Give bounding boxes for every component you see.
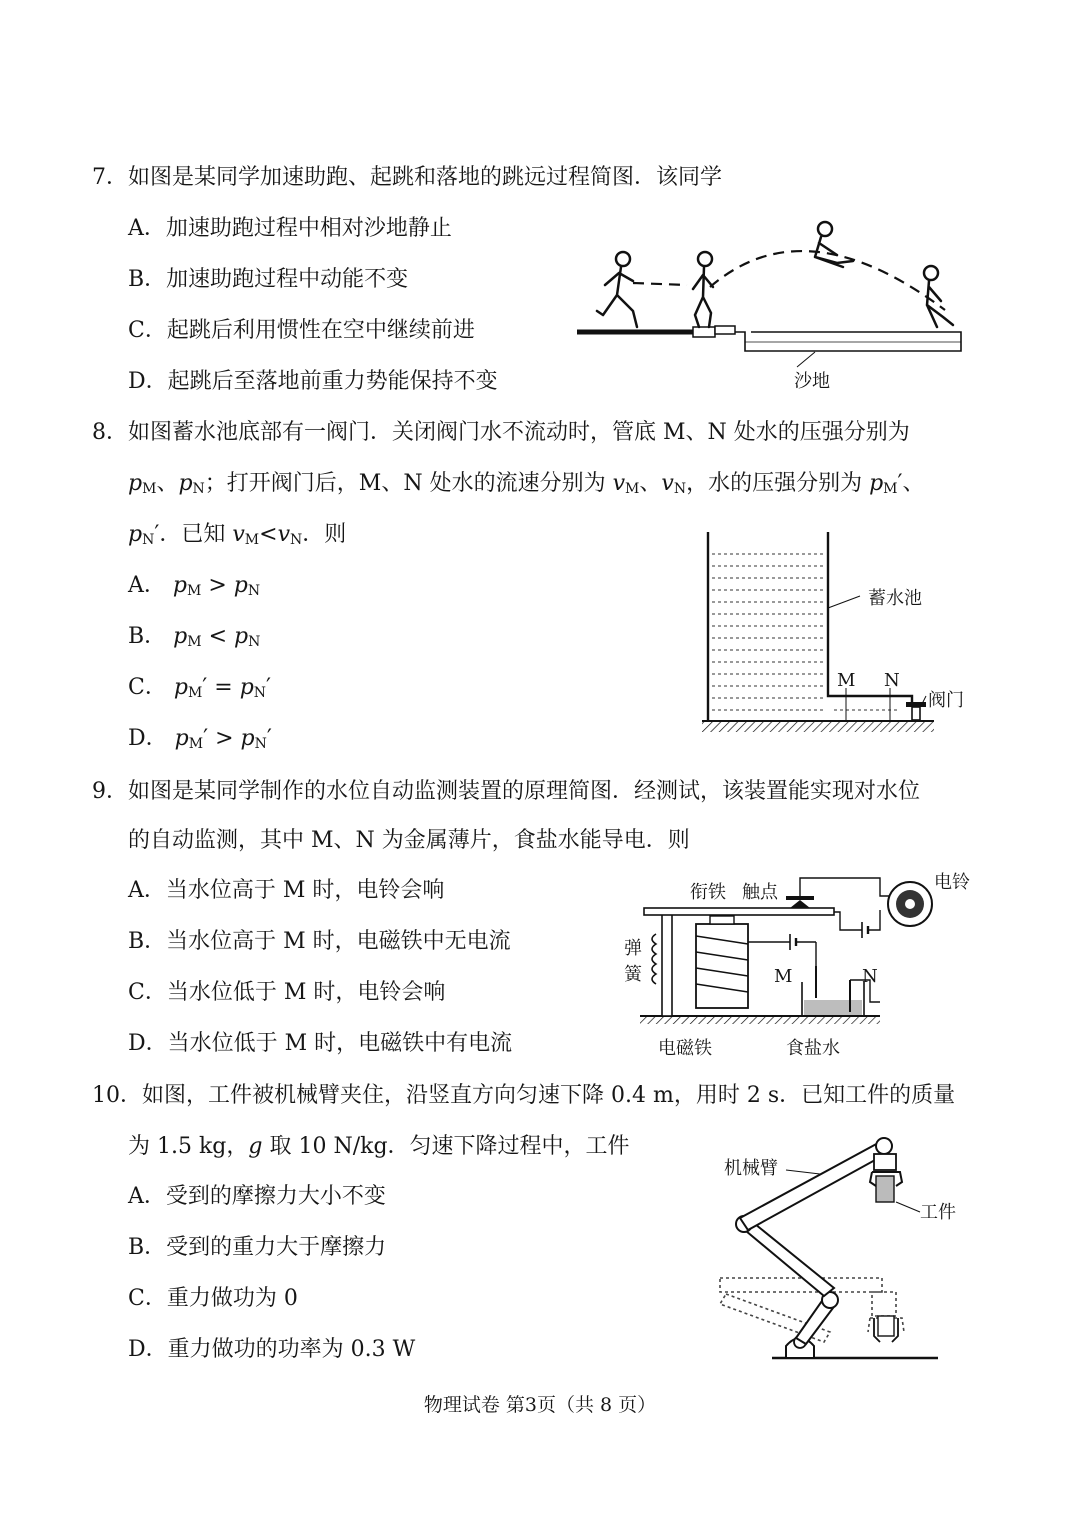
- q7-option-c: C．起跳后利用惯性在空中继续前进: [128, 318, 475, 343]
- spring-label-1: 弹: [624, 938, 642, 959]
- sand-pit-label: 沙地: [794, 371, 830, 392]
- q10-stem-line2: 为 1.5 kg，g 取 10 N/kg．匀速下降过程中，工件: [128, 1134, 630, 1159]
- water-level-alarm-figure: [640, 870, 940, 1030]
- contact-label: 触点: [742, 882, 778, 903]
- q10-option-c: C．重力做功为 0: [128, 1286, 298, 1311]
- armature-label: 衔铁: [690, 882, 726, 903]
- q8-stem-line2: $p_M$、$p_N$；打开阀门后，M、N 处水的流速分别为 $v_M$、$v_N$，水的压强分别为 $p_M'$、: [128, 471, 925, 497]
- electromagnet-label: 电磁铁: [658, 1038, 712, 1059]
- q9-option-c: C．当水位低于 M 时，电铃会响: [128, 980, 446, 1005]
- q7-option-a: A．加速助跑过程中相对沙地静止: [128, 216, 452, 241]
- reservoir-label: 蓄水池: [868, 588, 922, 609]
- q10-stem-line1: 10．如图，工件被机械臂夹住，沿竖直方向匀速下降 0.4 m，用时 2 s．已知工件的质量: [92, 1083, 956, 1108]
- page-footer: 物理试卷 第3页（共 8 页）: [423, 1394, 657, 1416]
- q9-option-b: B．当水位高于 M 时，电磁铁中无电流: [128, 929, 511, 954]
- q8-option-c: C． $p_M' = p_N'$: [128, 675, 272, 701]
- q7-option-b: B．加速助跑过程中动能不变: [128, 267, 409, 292]
- q7-stem: 7．如图是某同学加速助跑、起跳和落地的跳远过程简图．该同学: [92, 165, 722, 190]
- robot-arm-label: 机械臂: [724, 1158, 778, 1179]
- q10-option-d: D．重力做功的功率为 0.3 W: [128, 1337, 416, 1362]
- bell-label: 电铃: [934, 872, 970, 893]
- q9-stem-line1: 9．如图是某同学制作的水位自动监测装置的原理简图．经测试，该装置能实现对水位: [92, 779, 920, 804]
- q8-option-b: B． $p_M < p_N$: [128, 624, 261, 650]
- q10-option-b: B．受到的重力大于摩擦力: [128, 1235, 387, 1260]
- long-jump-figure: [575, 215, 965, 360]
- q7-option-d: D．起跳后至落地前重力势能保持不变: [128, 369, 498, 394]
- q8-stem-line1: 8．如图蓄水池底部有一阀门．关闭阀门水不流动时，管底 M、N 处水的压强分别为: [92, 420, 910, 445]
- q8-option-a: A． $p_M > p_N$: [128, 573, 261, 599]
- q9-option-a: A．当水位高于 M 时，电铃会响: [128, 878, 445, 903]
- q8-stem-line3: $p_N'$．已知 $v_M<v_N$．则: [128, 522, 347, 548]
- q10-option-a: A．受到的摩擦力大小不变: [128, 1184, 386, 1209]
- workpiece-label: 工件: [920, 1202, 956, 1223]
- plate-m-label: M: [774, 966, 793, 987]
- q9-option-d: D．当水位低于 M 时，电磁铁中有电流: [128, 1031, 513, 1056]
- plate-n-label: N: [862, 966, 878, 987]
- valve-label: 阀门: [928, 690, 964, 711]
- q8-option-d: D． $p_M' > p_N'$: [128, 726, 272, 752]
- q9-stem-line2: 的自动监测，其中 M、N 为金属薄片，食盐水能导电．则: [128, 828, 690, 853]
- salt-water-label: 食盐水: [786, 1038, 840, 1059]
- point-n-label: N: [884, 670, 900, 691]
- reservoir-figure: [700, 530, 940, 742]
- spring-label-2: 簧: [624, 964, 642, 985]
- point-m-label: M: [837, 670, 856, 691]
